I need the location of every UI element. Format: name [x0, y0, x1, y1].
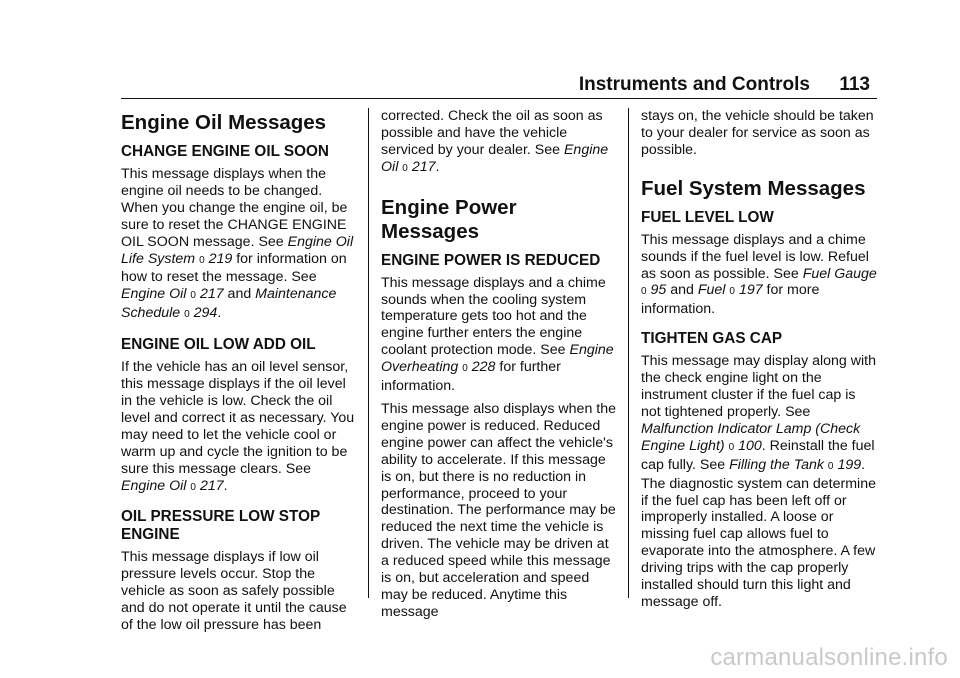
xref-page[interactable]: 217: [411, 158, 436, 175]
xref-page[interactable]: 199: [837, 456, 862, 473]
subheading-tighten-gas-cap: TIGHTEN GAS CAP: [641, 330, 783, 348]
xref-link[interactable]: Engine Oil: [121, 286, 187, 303]
page-ref-arrow-icon: 0: [184, 309, 190, 321]
subheading-oil-pressure-low: OIL PRESSURE LOW STOP ENGINE: [121, 508, 320, 544]
watermark-text: carmanualsonline.info: [710, 644, 948, 671]
page-number: 113: [839, 74, 870, 95]
xref-page[interactable]: 95: [650, 282, 667, 299]
paragraph: This message displays if low oil pressure levels occur. Stop the vehicle as soon as safely possible and do not operate it until the cause of the low oil pressure has been: [121, 549, 347, 634]
heading-fuel-system-messages: Fuel System Messages: [641, 176, 866, 200]
xref-link[interactable]: Engine Overheating: [381, 342, 614, 376]
page-ref-arrow-icon: 0: [641, 286, 647, 298]
xref-link[interactable]: Malfunction Indicator Lamp (Check Engine Light): [641, 420, 861, 454]
subheading-change-engine-oil-soon: CHANGE ENGINE OIL SOON: [121, 143, 329, 160]
column-divider: [628, 108, 629, 598]
xref-link[interactable]: Engine Oil: [121, 477, 187, 494]
xref-page[interactable]: 217: [199, 286, 224, 303]
page-ref-arrow-icon: 0: [462, 363, 468, 375]
xref-link[interactable]: Filling the Tank: [729, 456, 824, 473]
page-ref-arrow-icon: 0: [190, 290, 196, 302]
subheading-engine-oil-low-add-oil: ENGINE OIL LOW ADD OIL: [121, 336, 316, 354]
header-rule: [121, 98, 877, 99]
page-ref-arrow-icon: 0: [190, 481, 196, 493]
xref-page[interactable]: 100: [738, 437, 762, 454]
column-2: [381, 108, 617, 627]
column-1: [121, 108, 357, 640]
xref-link[interactable]: Engine Oil Life System: [121, 233, 354, 267]
xref-page[interactable]: 219: [208, 250, 233, 267]
paragraph: If the vehicle has an oil level sensor, this message displays if the oil level in the vehicle is low. Check the oil level and correct it as necessary. You may need to let the vehicle cool or warm up and cycle the ignition to be sure this message clears. See Engine Oil 0 217.: [121, 359, 355, 494]
xref-page[interactable]: 294: [193, 305, 218, 322]
section-title: Instruments and Controls: [578, 74, 810, 95]
paragraph: stays on, the vehicle should be taken to your dealer for service as soon as possible.: [641, 108, 874, 158]
xref-link[interactable]: Fuel: [697, 282, 726, 299]
paragraph: This message displays and a chime sounds if the fuel level is low. Refuel as soon as possible. See Fuel Gauge 0 95 and Fuel 0 197 for more information.: [641, 231, 877, 318]
subheading-fuel-level-low: FUEL LEVEL LOW: [641, 208, 774, 226]
paragraph: This message displays and a chime sounds when the cooling system temperature gets too hot and the engine further enters the engine coolant protection mode. See Engine Overheating 0 228 for further information.: [381, 274, 614, 395]
page-ref-arrow-icon: 0: [199, 254, 205, 266]
paragraph: corrected. Check the oil as soon as possible and have the vehicle serviced by your dealer. See Engine Oil 0 217.: [381, 108, 609, 175]
xref-page[interactable]: 197: [738, 282, 763, 299]
page-ref-arrow-icon: 0: [728, 441, 735, 453]
xref-page[interactable]: 228: [471, 359, 496, 376]
paragraph: This message also displays when the engine power is reduced. Reduced engine power can affect the vehicle's ability to accelerate. If this message is on, but there is no reduction in performance, proceed to your destination. The performance may be reduced the next time the vehicle is driven. The vehicle may be driven at a reduced speed while this message is on, but acceleration and speed may be reduced. Anytime this message: [381, 400, 617, 620]
paragraph: This message may display along with the check engine light on the instrument cluster if the fuel cap is not tightened properly. See Malfunction Indicator Lamp (Check Engine Light) 0 100. Reinstall the fuel cap fully. See Filling the Tank 0 199. The diagnostic system can determine if the fuel cap has been left off or improperly installed. A loose or missing fuel cap allows fuel to evaporate into the atmosphere. A few driving trips with the cap properly installed should turn this light and message off.: [641, 353, 876, 610]
page-ref-arrow-icon: 0: [402, 162, 408, 174]
subheading-engine-power-reduced: ENGINE POWER IS REDUCED: [381, 251, 601, 269]
xref-page[interactable]: 217: [199, 477, 224, 494]
heading-engine-power-messages: Engine Power Messages: [381, 195, 517, 243]
xref-link[interactable]: Maintenance Schedule: [121, 286, 337, 322]
page-ref-arrow-icon: 0: [729, 286, 735, 298]
column-divider: [368, 108, 369, 598]
page-ref-arrow-icon: 0: [827, 460, 834, 472]
heading-engine-oil-messages: Engine Oil Messages: [121, 111, 327, 134]
xref-link[interactable]: Engine Oil: [381, 141, 609, 175]
xref-link[interactable]: Fuel Gauge: [802, 265, 877, 282]
column-3: [641, 108, 877, 617]
paragraph: This message displays when the engine oil needs to be changed. When you change the engine oil, be sure to reset the CHANGE ENGINE OIL SOON message. See Engine Oil Life System 0 219 for information on how to reset the message. See Engine Oil 0 217 and Maintenance Schedule 0 294.: [121, 166, 354, 322]
